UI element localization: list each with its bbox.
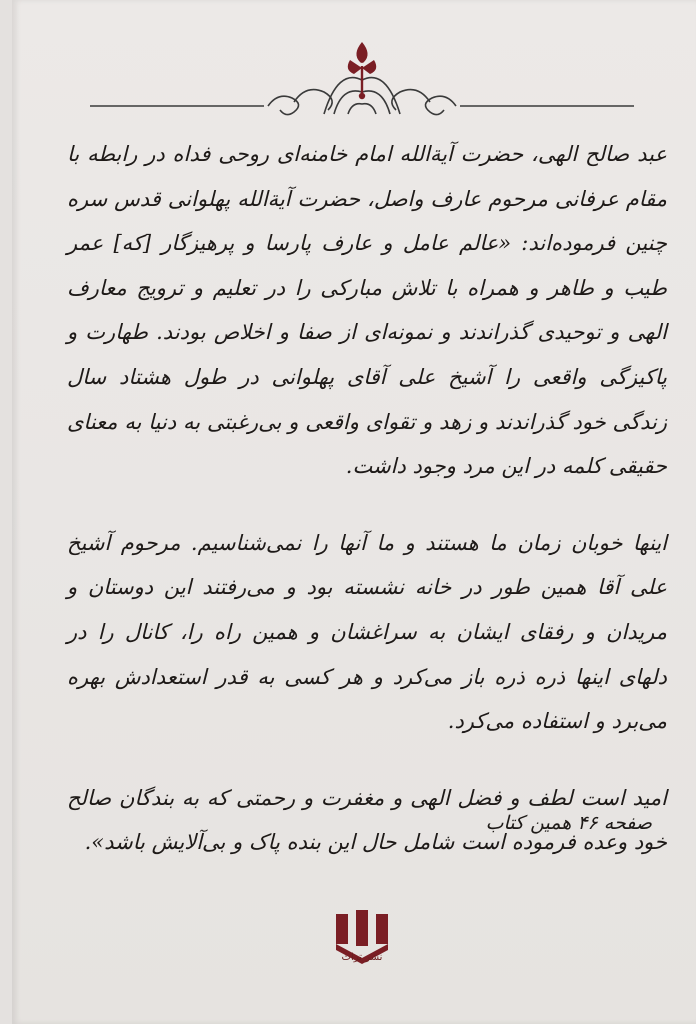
floral-divider-icon <box>72 40 652 120</box>
source-reference: صفحه ۴۶ همین کتاب <box>485 812 652 834</box>
paragraph-3: امید است لطف و فضل الهی و مغفرت و رحمتی که به بندگان صالح خود وعده فرموده است شامل حال این بنده پاک و بی‌آلایش باشد». <box>67 785 667 855</box>
paragraph-2: اینها خوبان زمان ما هستند و ما آنها را نمی‌شناسیم. مرحوم آشیخ علی آقا همین طور در خانه نشسته بود و می‌رفتند این دوستان و مریدان و رفقای ایشان به سراغشان و همین راه را، کانال را در دلهای اینها ذره ذره باز می‌کرد و هر کسی به قدر استعدادش بهره می‌برد و استفاده می‌کرد. <box>67 530 667 734</box>
quote-body <box>67 132 667 899</box>
paragraph-1: عبد صالح الهی، حضرت آیة‌الله امام خامنه‌ای روحی فداه در رابطه با مقام عرفانی مرحوم عارف واصل، حضرت آیة‌الله پهلوانی قدس سره چنین فرموده‌اند: «عالم عامل و عارف پارسا و پرهیزگار [که] عمر طیب و طاهر و همراه با تلاش مبارکی را در تعلیم و ترویج معارف الهی و توحیدی گذراندند و نمونه‌ای از صفا و اخلاص بودند. طهارت و پاکیزگی واقعی را آشیخ علی آقای پهلوانی در طول هشتاد سال زندگی خود گذراندند و زهد و تقوای واقعی و بی‌رغبتی به دنیا به معنای حقیقی کلمه در این مرد وجود داشت. <box>67 142 667 479</box>
publisher-name: نشر تراث <box>341 952 383 963</box>
book-page <box>12 0 696 1024</box>
